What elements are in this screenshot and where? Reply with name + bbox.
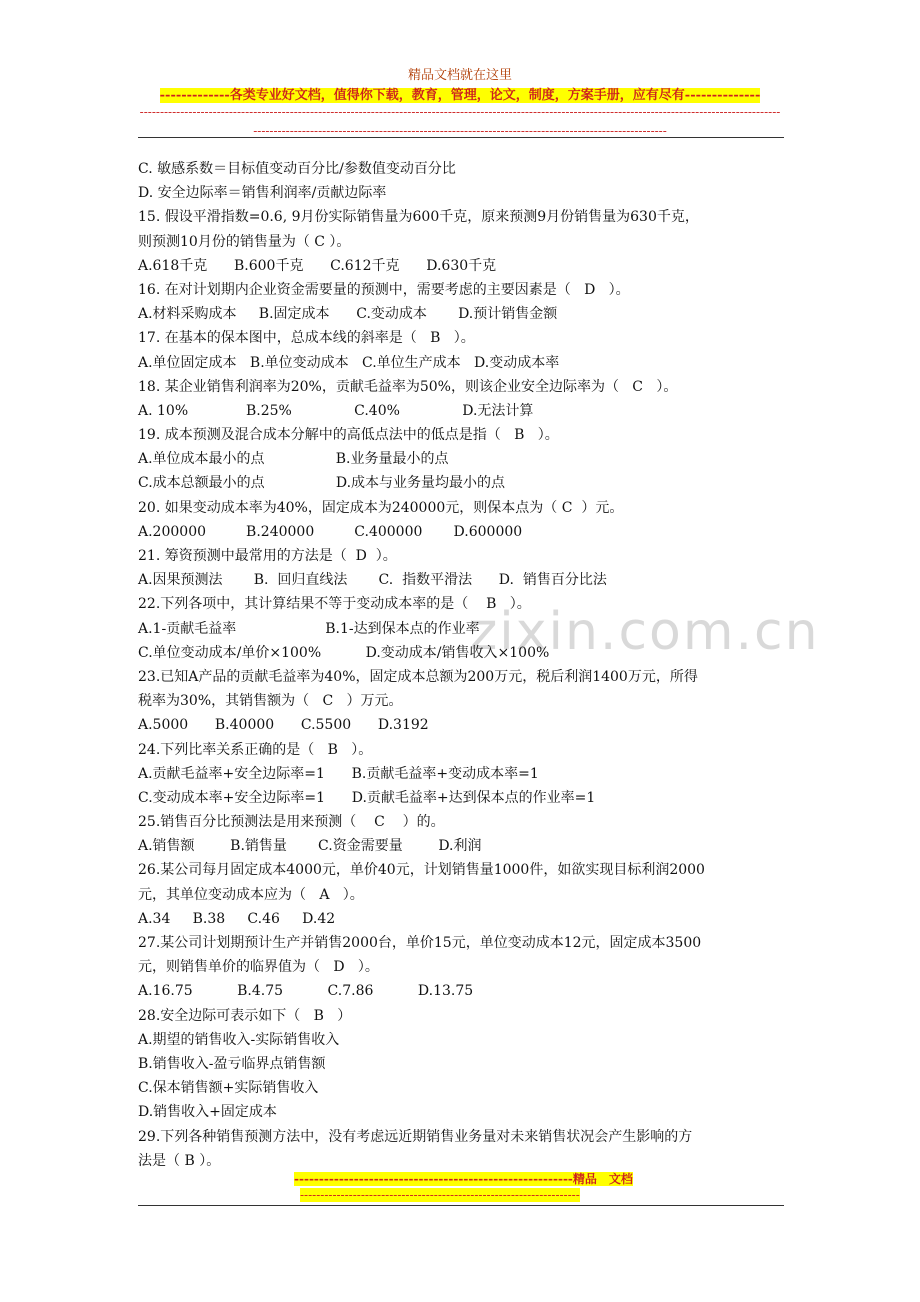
- footer-rule: [138, 1205, 784, 1206]
- text-line: 税率为30%，其销售额为（ C ）万元。: [138, 693, 403, 710]
- text-line: 元，其单位变动成本应为（ A ）。: [138, 886, 364, 903]
- footer-line-1-text: --------------------------------------------------------精品 文档: [294, 1172, 633, 1186]
- text-line: A.单位固定成本 B.单位变动成本 C.单位生产成本 D.变动成本率: [138, 354, 560, 371]
- text-line: A.16.75 B.4.75 C.7.86 D.13.75: [138, 983, 474, 1000]
- text-line: 27.某公司计划期预计生产并销售2000台，单价15元，单位变动成本12元，固定成本3500: [138, 935, 702, 951]
- text-line: 24.下列比率关系正确的是（ B ）。: [138, 741, 373, 758]
- text-line: C.成本总额最小的点 D.成本与业务量均最小的点: [138, 475, 506, 492]
- text-line: A.贡献毛益率+安全边际率=1 B.贡献毛益率+变动成本率=1: [138, 765, 539, 782]
- header-dashes: --------------------------------------------------------------------------------------------------------------------------------------------------------------------------------------------------------------------------------------------------------------------: [139, 105, 781, 138]
- text-line: 17. 在基本的保本图中，总成本线的斜率是（ B ）。: [138, 330, 475, 347]
- footer-line-2: [300, 1188, 580, 1202]
- text-line: 22.下列各项中，其计算结果不等于变动成本率的是（ B ）。: [138, 596, 531, 613]
- header-rule: [138, 137, 784, 138]
- text-line: 18. 某企业销售利润率为20%，贡献毛益率为50%，则该企业安全边际率为（ C ）。: [138, 378, 678, 395]
- text-line: C. 敏感系数＝目标值变动百分比/参数值变动百分比: [138, 161, 456, 177]
- text-line: 29.下列各种销售预测方法中，没有考虑远近期销售业务量对未来销售状况会产生影响的方: [138, 1128, 693, 1145]
- text-line: A.材料采购成本 B.固定成本 C.变动成本 D.预计销售金额: [138, 306, 558, 323]
- text-line: 16. 在对计划期内企业资金需要量的预测中，需要考虑的主要因素是（ D ）。: [138, 281, 630, 298]
- text-line: 20. 如果变动成本率为40%，固定成本为240000元，则保本点为（ C ）元。: [138, 499, 624, 516]
- text-line: 19. 成本预测及混合成本分解中的高低点法中的低点是指（ B ）。: [138, 427, 559, 444]
- text-line: B.销售收入-盈亏临界点销售额: [138, 1055, 326, 1072]
- header-banner-text: -------------各类专业好文档，值得你下载，教育，管理，论文，制度，方案手册，应有尽有--------------: [159, 88, 761, 103]
- text-line: A.期望的销售收入-实际销售收入: [138, 1031, 340, 1048]
- text-line: C.变动成本率+安全边际率=1 D.贡献毛益率+达到保本点的作业率=1: [138, 789, 596, 806]
- text-line: 元，则销售单价的临界值为（ D ）。: [138, 959, 379, 976]
- text-line: A.1-贡献毛益率 B.1-达到保本点的作业率: [138, 620, 480, 637]
- text-line: D.销售收入+固定成本: [138, 1104, 277, 1121]
- text-line: 15. 假设平滑指数=0.6, 9月份实际销售量为600千克，原来预测9月份销售量为630千克，: [138, 209, 699, 226]
- text-line: 23.已知A产品的贡献毛益率为40%，固定成本总额为200万元，税后利润1400万元，所得: [138, 668, 698, 685]
- text-line: 法是（ B ）。: [138, 1152, 221, 1169]
- text-line: A.5000 B.40000 C.5500 D.3192: [138, 717, 429, 734]
- text-line: A. 10% B.25% C.40% D.无法计算: [138, 402, 534, 419]
- text-line: A.因果预测法 B. 回归直线法 C. 指数平滑法 D. 销售百分比法: [138, 572, 607, 589]
- footer-line-2-text: ---------------------------------------------------------------------: [300, 1188, 580, 1202]
- watermark: zixin.com.cn: [470, 602, 820, 662]
- text-line: A.单位成本最小的点 B.业务量最小的点: [138, 451, 449, 468]
- document-body: [138, 157, 784, 1173]
- text-line: 28.安全边际可表示如下（ B ）: [138, 1007, 352, 1024]
- text-line: C.保本销售额+实际销售收入: [138, 1080, 319, 1097]
- text-line: 25.销售百分比预测法是用来预测（ C ）的。: [138, 814, 445, 831]
- footer-line-1: [294, 1170, 633, 1187]
- text-line: A.34 B.38 C.46 D.42: [138, 910, 336, 927]
- text-line: A.618千克 B.600千克 C.612千克 D.630千克: [138, 257, 497, 274]
- text-line: C.单位变动成本/单价×100% D.变动成本/销售收入×100%: [138, 644, 550, 661]
- header-title: 精品文档就在这里: [407, 68, 512, 83]
- header-banner: [0, 84, 920, 103]
- text-line: 21. 筹资预测中最常用的方法是（ D ）。: [138, 548, 397, 564]
- text-line: A.销售额 B.销售量 C.资金需要量 D.利润: [138, 838, 482, 855]
- text-line: A.200000 B.240000 C.400000 D.600000: [138, 523, 523, 540]
- text-line: D. 安全边际率＝销售利润率/贡献边际率: [138, 185, 387, 202]
- text-line: 则预测10月份的销售量为（ C ）。: [138, 233, 351, 250]
- text-line: 26.某公司每月固定成本4000元，单价40元，计划销售量1000件，如欲实现目标利润2000: [138, 862, 705, 879]
